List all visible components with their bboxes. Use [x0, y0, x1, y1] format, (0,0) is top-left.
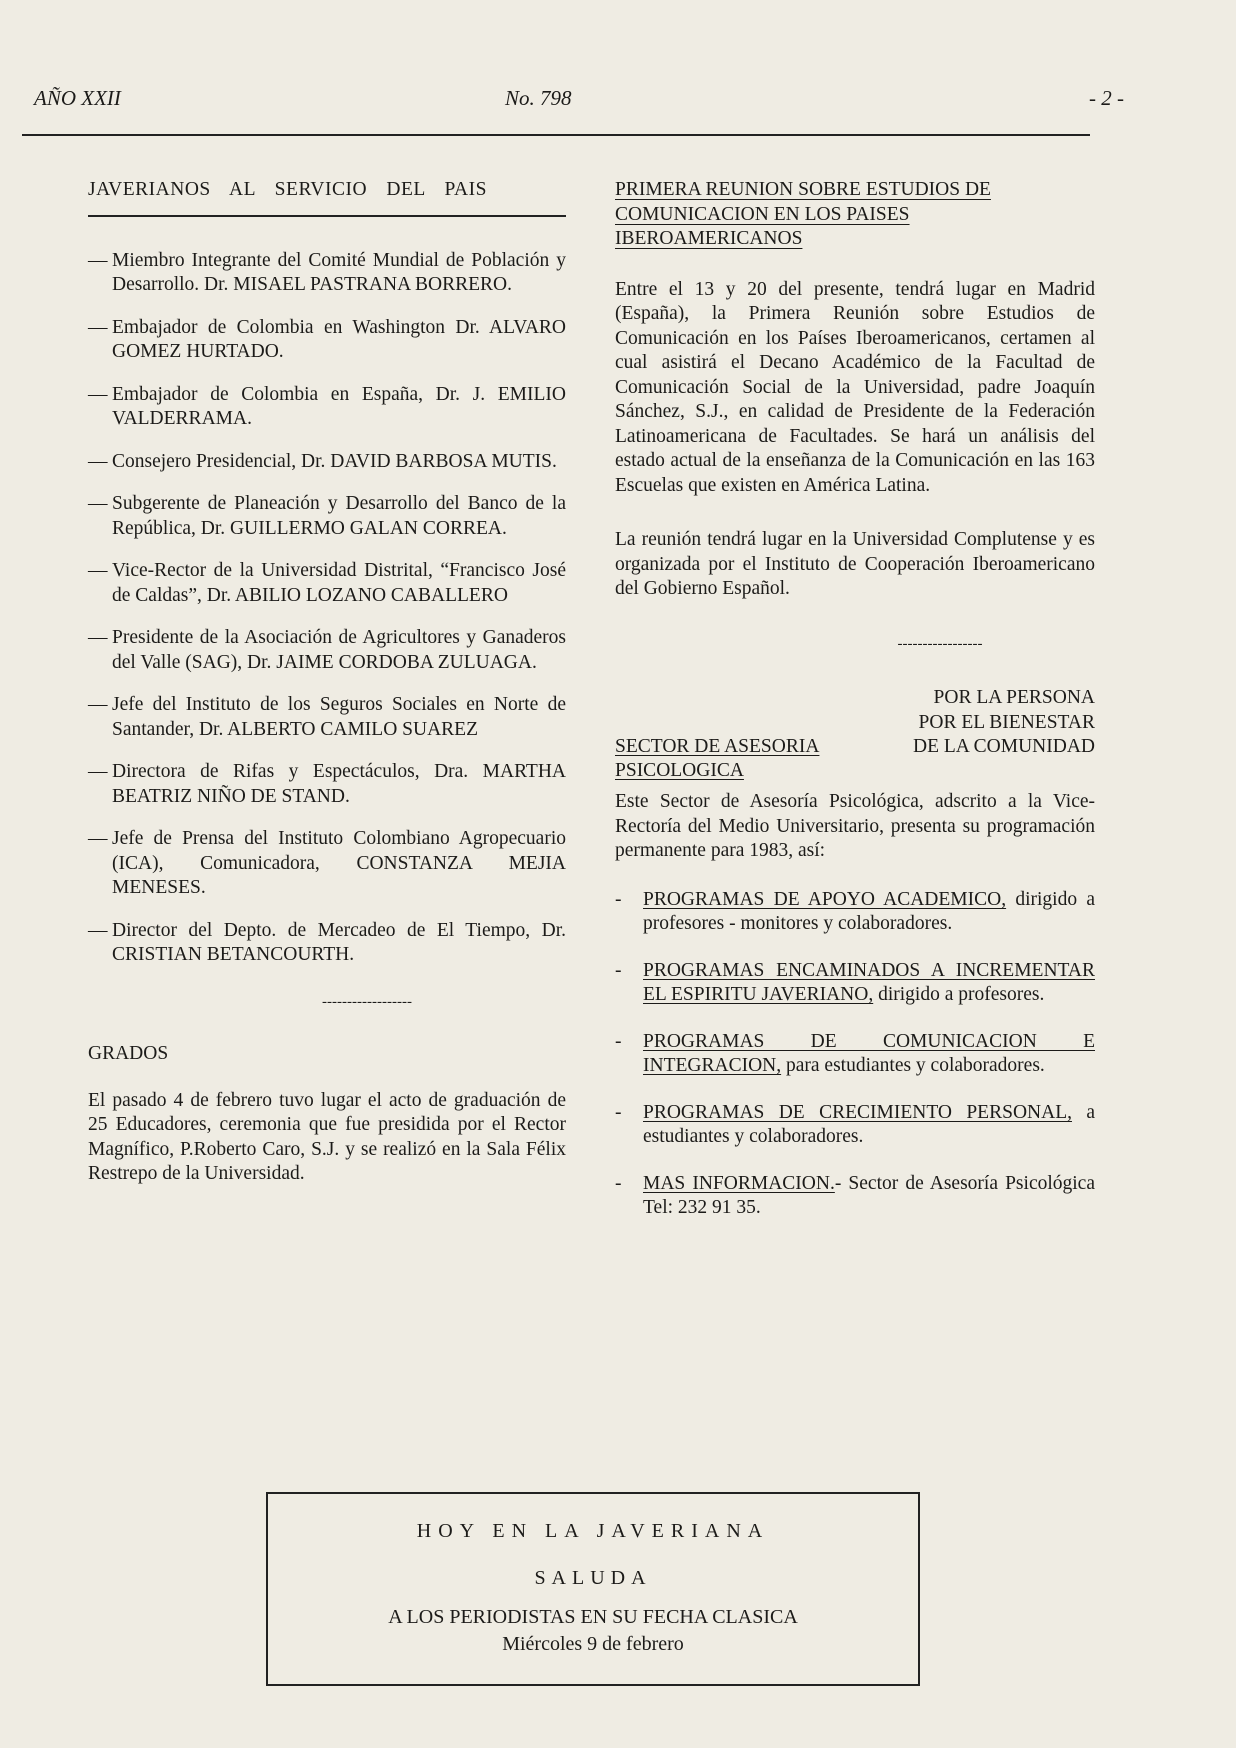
title-rule	[88, 215, 566, 217]
dash-bullet: —	[88, 694, 108, 715]
dash-bullet: —	[88, 560, 108, 581]
dash-bullet: —	[88, 249, 108, 271]
list-item: - MAS INFORMACION.- Sector de Asesoría Psicológica Tel: 232 91 35.	[615, 1172, 1095, 1218]
sector-title-line-2: PSICOLOGICA	[615, 760, 744, 781]
dash-bullet: -	[615, 1172, 622, 1194]
dash-bullet: —	[88, 919, 108, 941]
list-item: — Embajador de Colombia en Washington Dr. ALVARO GOMEZ HURTADO.	[88, 316, 566, 362]
box-saluda: SALUDA	[534, 1567, 652, 1589]
dash-bullet: -	[615, 1101, 622, 1123]
reunion-paragraph-1: Entre el 13 y 20 del presente, tendrá lugar en Madrid (España), la Primera Reunión sobre Estudios de Comunicación en los Países Iberoamericanos, certamen al cual asistirá el Decano Académico de la Facultad de Comunicación Social de la Universidad, padre Joaquín Sánchez, S.J., en calidad de Presidente de la Federación Latinoamericana de Facultades. Se hará un análisis del estado actual de la enseñanza de la Comunicación en las 163 Escuelas que existen en América Latina.	[615, 278, 1095, 496]
list-item: — Subgerente de Planeación y Desarrollo del Banco de la República, Dr. GUILLERMO GALAN CORREA.	[88, 493, 566, 539]
section-separator: -----------------	[897, 635, 983, 652]
list-item: - PROGRAMAS DE COMUNICACION E INTEGRACION, para estudiantes y colaboradores.	[615, 1030, 1095, 1076]
page-number: - 2 -	[1089, 86, 1124, 110]
list-item: — Embajador de Colombia en España, Dr. J. EMILIO VALDERRAMA.	[88, 383, 566, 429]
sector-heading	[615, 686, 1095, 781]
dash-bullet: -	[615, 959, 622, 981]
sector-title-line-1: SECTOR DE ASESORIA	[615, 736, 820, 757]
slogan	[913, 686, 1095, 760]
grados-text: El pasado 4 de febrero tuvo lugar el acto de graduación de 25 Educadores, ceremonia que fue presidida por el Rector Magnífico, P.Roberto Caro, S.J. y se realizó en la Sala Félix Restrepo de la Universidad.	[88, 1089, 566, 1184]
slogan-line-1: POR LA PERSONA	[933, 687, 1095, 708]
list-item: - PROGRAMAS ENCAMINADOS A INCREMENTAR EL ESPIRITU JAVERIANO, dirigido a profesores.	[615, 959, 1095, 1005]
sector-intro: Este Sector de Asesoría Psicológica, adscrito a la Vice-Rectoría del Medio Universitario, presenta su programación permanente para 1983, así:	[615, 791, 1095, 861]
right-column	[615, 178, 1095, 1243]
list-item: — Vice-Rector de la Universidad Distrital, “Francisco José de Caldas”, Dr. ABILIO LOZANO CABALLERO	[88, 560, 566, 606]
javerianos-title: JAVERIANOS AL SERVICIO DEL PAIS	[88, 179, 487, 200]
issue-number: No. 798	[505, 86, 572, 110]
list-item: — Jefe del Instituto de los Seguros Sociales en Norte de Santander, Dr. ALBERTO CAMILO SUAREZ	[88, 694, 566, 740]
dash-bullet: —	[88, 761, 108, 782]
box-message: A LOS PERIODISTAS EN SU FECHA CLASICA	[388, 1606, 798, 1628]
list-item: - PROGRAMAS DE CRECIMIENTO PERSONAL, a estudiantes y colaboradores.	[615, 1101, 1095, 1147]
list-item: — Director del Depto. de Mercadeo de El Tiempo, Dr. CRISTIAN BETANCOURTH.	[88, 919, 566, 965]
box-date: Miércoles 9 de febrero	[502, 1633, 684, 1655]
list-item: — Miembro Integrante del Comité Mundial de Población y Desarrollo. Dr. MISAEL PASTRANA BORRERO.	[88, 249, 566, 295]
issue-year: AÑO XXII	[34, 86, 121, 110]
header-rule	[22, 134, 1090, 136]
list-item: - PROGRAMAS DE APOYO ACADEMICO, dirigido a profesores - monitores y colaboradores.	[615, 888, 1095, 934]
greeting-box	[266, 1492, 920, 1686]
slogan-line-2: POR EL BIENESTAR	[918, 711, 1095, 733]
dash-bullet: —	[88, 383, 108, 405]
programs-list	[615, 888, 1095, 1221]
section-separator: ------------------	[322, 993, 412, 1010]
list-item: — Presidente de la Asociación de Agricultores y Ganaderos del Valle (SAG), Dr. JAIME CORDOBA ZULUAGA.	[88, 627, 566, 673]
javerianos-list	[88, 249, 566, 968]
dash-bullet: —	[88, 316, 108, 338]
left-column	[88, 178, 566, 1217]
grados-title: GRADOS	[88, 1043, 169, 1064]
dash-bullet: —	[88, 450, 108, 472]
dash-bullet: —	[88, 493, 108, 514]
list-item: — Jefe de Prensa del Instituto Colombiano Agropecuario (ICA), Comunicadora, CONSTANZA MEJIA MENESES.	[88, 828, 566, 898]
dash-bullet: -	[615, 1030, 622, 1052]
slogan-line-3: DE LA COMUNIDAD	[913, 736, 1095, 757]
dash-bullet: —	[88, 828, 108, 849]
reunion-paragraph-2: La reunión tendrá lugar en la Universidad Complutense y es organizada por el Instituto de Cooperación Iberoamericano del Gobierno Español.	[615, 529, 1095, 599]
box-title: HOY EN LA JAVERIANA	[416, 1520, 770, 1542]
list-item: — Directora de Rifas y Espectáculos, Dra. MARTHA BEATRIZ NIÑO DE STAND.	[88, 761, 566, 807]
list-item: — Consejero Presidencial, Dr. DAVID BARBOSA MUTIS.	[88, 450, 566, 475]
reunion-title: PRIMERA REUNION SOBRE ESTUDIOS DE COMUNICACION EN LOS PAISES IBEROAMERICANOS	[615, 179, 991, 249]
dash-bullet: -	[615, 888, 622, 910]
dash-bullet: —	[88, 627, 108, 648]
